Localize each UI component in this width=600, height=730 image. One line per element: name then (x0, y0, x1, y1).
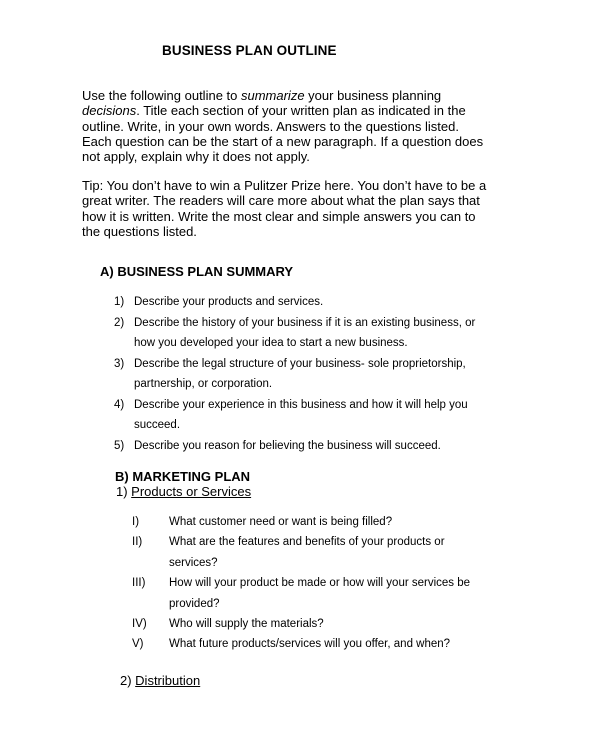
list-text: Describe the history of your business if it is an existing business, or (134, 316, 476, 329)
list-item (114, 354, 475, 395)
list-item (132, 634, 470, 654)
list-number: 3) (114, 357, 125, 370)
list-number: 1) (114, 296, 125, 308)
section-b-heading: B) MARKETING PLAN (115, 469, 251, 484)
list-number: 4) (114, 398, 125, 411)
list-number: I) (132, 516, 140, 528)
list-text: Who will supply the materials? (169, 618, 324, 631)
list-text: What customer need or want is being filled? (169, 516, 393, 528)
list-text: Describe you reason for believing the business will succeed. (134, 439, 441, 452)
list-item (132, 532, 470, 573)
section-a-list (114, 292, 475, 456)
list-item (132, 512, 470, 532)
list-text: What future products/services will you offer, and when? (169, 638, 451, 651)
list-item (114, 313, 475, 354)
section-b-list (132, 512, 470, 655)
list-text: What are the features and benefits of your products or (169, 536, 445, 549)
subsection-products (116, 484, 251, 499)
list-item (132, 614, 470, 634)
subsection-label: Products or Services (131, 484, 252, 499)
tip-line: how it is written. Write the most clear and simple answers you can to (82, 208, 476, 224)
intro-paragraph (82, 88, 522, 164)
subsection-distribution (120, 673, 200, 688)
list-text: how you developed your idea to start a new business. (134, 337, 408, 349)
list-item (114, 292, 475, 313)
list-text: Describe your products and services. (134, 296, 324, 308)
subsection-number: 1) (116, 484, 132, 499)
list-text: How will your product be made or how will your services be (169, 577, 471, 590)
section-a-heading: A) BUSINESS PLAN SUMMARY (100, 264, 294, 279)
list-number: 5) (114, 439, 125, 452)
list-text: Describe the legal structure of your business- sole proprietorship, (134, 357, 466, 370)
intro-line: decisions. Title each section of your written plan as indicated in the (82, 103, 466, 119)
intro-line: not apply, explain why it does not apply. (82, 149, 310, 165)
subsection-number: 2) (120, 673, 136, 688)
list-text: succeed. (134, 419, 181, 431)
document-title: BUSINESS PLAN OUTLINE (162, 43, 337, 58)
list-number: IV) (132, 618, 147, 631)
list-number: III) (132, 577, 146, 590)
tip-line: Tip: You don’t have to win a Pulitzer Prize here. You don’t have to be a (82, 178, 487, 193)
subsection-label: Distribution (135, 673, 201, 688)
intro-line: outline. Write, in your own words. Answers to the questions listed. (82, 118, 459, 134)
tip-line: great writer. The readers will care more about what the plan says that (82, 193, 480, 209)
tip-paragraph (82, 178, 522, 239)
list-number: V) (132, 638, 144, 651)
list-text: partnership, or corporation. (134, 378, 273, 390)
list-number: 2) (114, 316, 125, 329)
intro-line: Each question can be the start of a new paragraph. If a question does (82, 133, 484, 149)
list-item (132, 573, 470, 614)
list-text: Describe your experience in this business and how it will help you (134, 398, 468, 411)
list-number: II) (132, 536, 143, 549)
list-text: provided? (169, 597, 220, 610)
intro-line: Use the following outline to summarize your business planning (82, 88, 442, 103)
list-item (114, 395, 475, 436)
tip-line: the questions listed. (82, 223, 197, 239)
list-item (114, 436, 475, 457)
list-text: services? (169, 556, 218, 569)
